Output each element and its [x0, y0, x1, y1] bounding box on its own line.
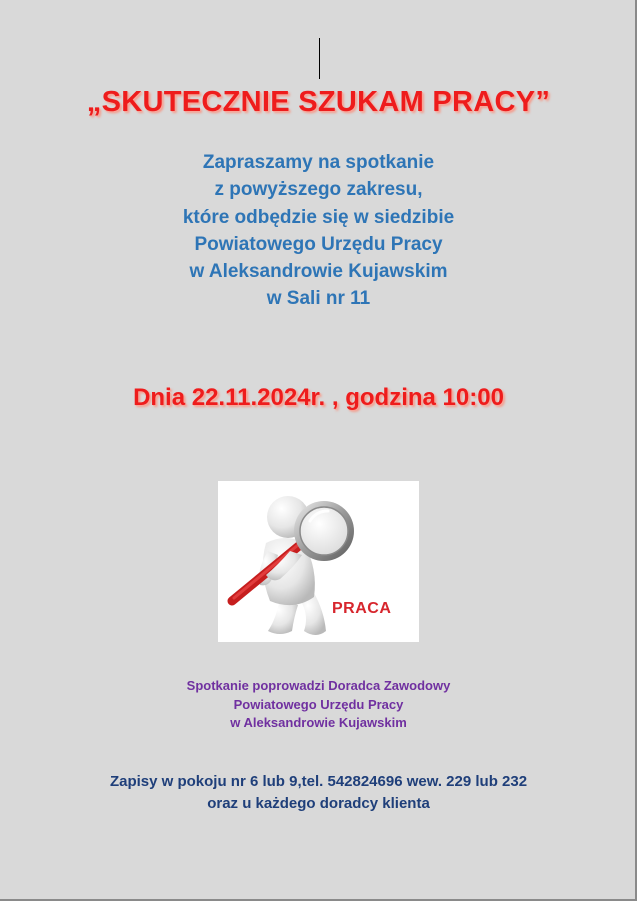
advisor-info — [0, 677, 637, 733]
invitation-line: z powyższego zakresu, — [214, 179, 423, 201]
registration-info — [0, 771, 637, 814]
invitation-line: w Sali nr 11 — [266, 288, 371, 310]
advisor-line: Spotkanie poprowadzi Doradca Zawodowy — [186, 678, 451, 693]
advisor-line: w Aleksandrowie Kujawskim — [230, 715, 407, 730]
meeting-date: Dnia 22.11.2024r. , godzina 10:00 — [133, 384, 504, 411]
invitation-line: Zapraszamy na spotkanie — [202, 152, 435, 173]
praca-label: PRACA — [332, 600, 392, 617]
invitation-line: w Aleksandrowie Kujawskim — [189, 261, 448, 283]
contact-line: oraz u każdego doradcy klienta — [207, 794, 430, 812]
invitation-text — [0, 149, 637, 313]
contact-line: Zapisy w pokoju nr 6 lub 9,tel. 542824696 wew. 229 lub 232 — [109, 773, 528, 790]
invitation-line: które odbędzie się w siedzibie — [182, 206, 455, 228]
job-search-illustration — [218, 481, 419, 642]
poster-title: „SKUTECZNIE SZUKAM PRACY” — [86, 86, 551, 118]
invitation-line: Powiatowego Urzędu Pracy — [194, 233, 443, 255]
text-cursor — [319, 38, 320, 79]
advisor-line: Powiatowego Urzędu Pracy — [233, 696, 404, 712]
